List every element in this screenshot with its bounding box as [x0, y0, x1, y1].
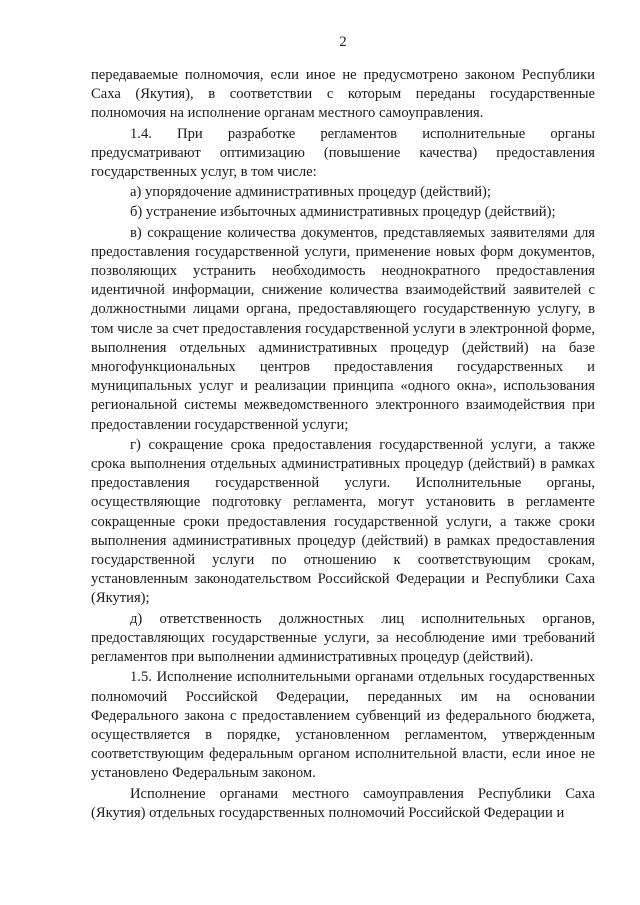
- list-item-a: а) упорядочение административных процедур (действий);: [130, 184, 491, 201]
- document-body: [91, 66, 595, 824]
- list-item-b: б) устранение избыточных административных процедур (действий);: [130, 204, 556, 221]
- list-item-g: г) сокращение срока предоставления государственной услуги, а также срока выполнения отдельных административных процедур (действий) в рамках предоставления государственной услуги. Исполнительные органы, осуществляющие подготовку регламента, могут установить в регламенте сокращенные сроки предоставления государственной услуги, а также сроки выполнения административных процедур (действий) в рамках предоставления государственной услуги по отношению к соответствующим срокам, установленным законодательством Российской Федерации и Республики Саха (Якутия);: [91, 436, 595, 607]
- paragraph-1-4: 1.4. При разработке регламентов исполнительные органы предусматривают оптимизацию (повышение качества) предоставления государственных услуг, в том числе:: [91, 125, 595, 181]
- list-item-d: д) ответственность должностных лиц исполнительных органов, предоставляющих государственные услуги, за несоблюдение ими требований регламентов при выполнении административных процедур (действий).: [91, 610, 595, 666]
- paragraph-local-government: Исполнение органами местного самоуправления Республики Саха (Якутия) отдельных государственных полномочий Российской Федерации и: [91, 785, 595, 821]
- page-number: 2: [339, 34, 347, 50]
- paragraph-1-5: 1.5. Исполнение исполнительными органами отдельных государственных полномочий Российской Федерации, переданных им на основании Федерального закона с предоставлением субвенций из федерального бюджета, осуществляется в порядке, установленном регламентом, утвержденным соответствующим федеральным органом исполнительной власти, если иное не установлено Федеральным законом.: [91, 669, 595, 782]
- paragraph-continuation: передаваемые полномочия, если иное не предусмотрено законом Республики Саха (Якутия), в соответствии с которым переданы государственные полномочия на исполнение органам местного самоуправления.: [91, 67, 595, 122]
- list-item-v: в) сокращение количества документов, представляемых заявителями для предоставления государственной услуги, применение новых форм документов, позволяющих устранить необходимость неоднократного предоставления идентичной информации, снижение количества взаимодействий заявителей с должностными лицами органа, предоставляющего государственную услугу, в том числе за счет предоставления государственной услуги в электронной форме, выполнения отдельных административных процедур (действий) на базе многофункциональных центров предоставления государственных и муниципальных услуг и реализации принципа «одного окна», использования региональной системы межведомственного электронного взаимодействия при предоставлении государственной услуги;: [91, 224, 595, 433]
